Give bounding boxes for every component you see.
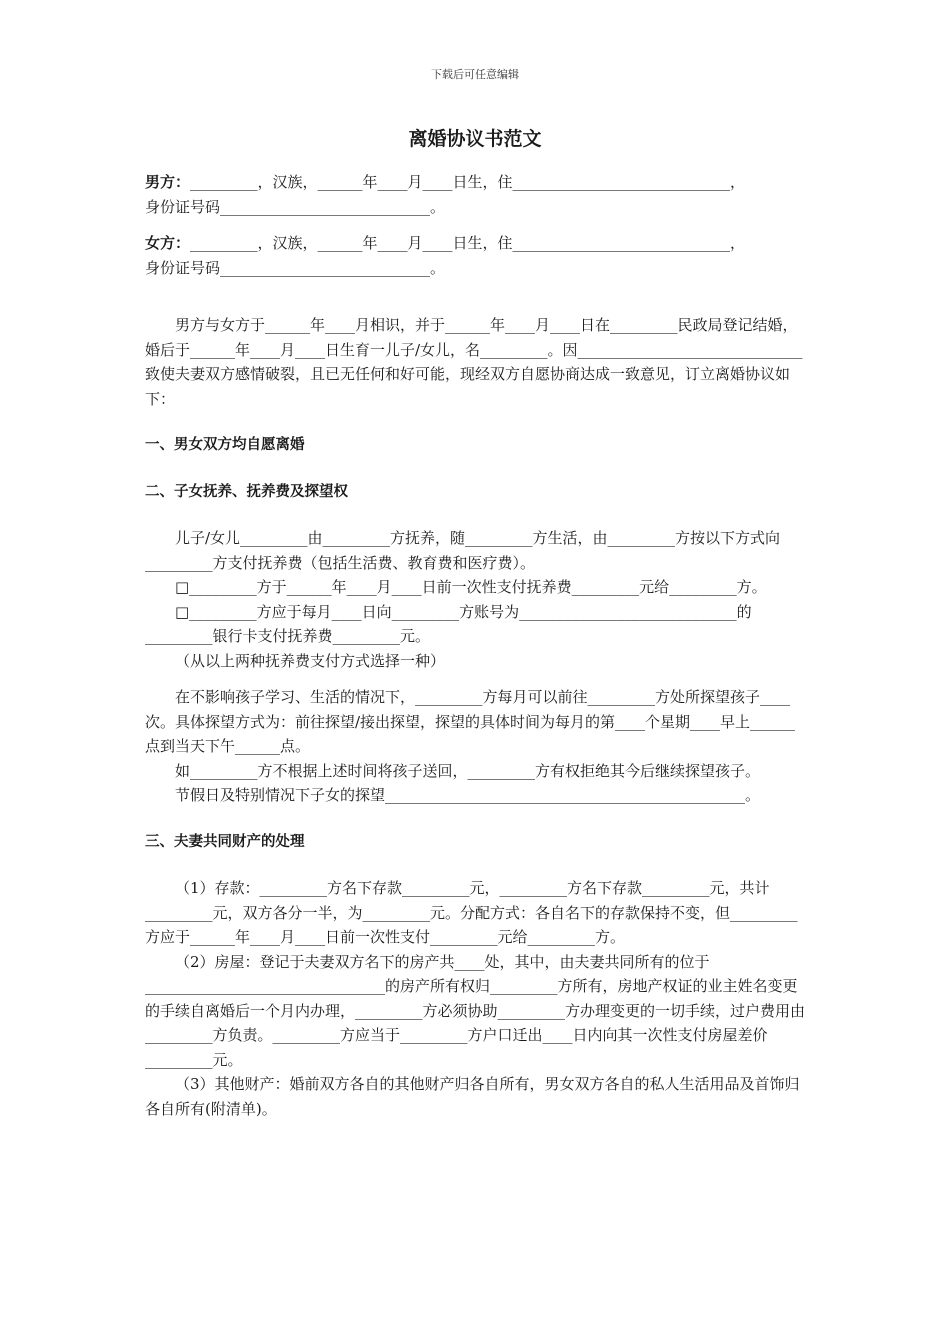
female-label: 女方： xyxy=(145,234,191,252)
monthly-option: □_________方应于每月____日向_________方账号为_____________________________的_________银行卡支付抚养费_________元。 xyxy=(145,602,752,645)
male-id-line: 身份证号码____________________________。 xyxy=(145,197,446,216)
lump-sum-option: □_________方于______年____月____日前一次性支付抚养费_________元给_________方。 xyxy=(175,578,767,596)
male-party-line xyxy=(145,170,810,195)
section-3-heading: 三、夫妻共同财产的处理 xyxy=(145,833,305,850)
section-1-heading: 一、男女双方均自愿离婚 xyxy=(145,437,305,453)
document-body xyxy=(145,170,810,1121)
male-details: _________，汉族，______年____月____日生，住_____________________________， xyxy=(190,173,746,191)
section-2-heading: 二、子女抚养、抚养费及探望权 xyxy=(145,483,348,500)
payment-choice-note: （从以上两种抚养费支付方式选择一种） xyxy=(175,651,446,670)
female-id-line: 身份证号码____________________________。 xyxy=(145,258,446,277)
female-details: _________，汉族，______年____月____日生，住_____________________________， xyxy=(190,234,746,252)
custody-paragraph: 儿子/女儿_________由_________方抚养，随_________方生活，由_________方按以下方式向_________方支付抚养费（包括生活费、教育费和医疗费）。 xyxy=(145,529,781,572)
other-property-paragraph: （3）其他财产：婚前双方各自的其他财产归各自所有，男女双方各自的私人生活用品及首饰归各自所有(附清单)。 xyxy=(145,1075,800,1118)
document-title: 离婚协议书范文 xyxy=(408,128,542,150)
male-label: 男方： xyxy=(145,173,191,191)
header-note: 下载后可任意编辑 xyxy=(431,68,519,81)
holiday-visitation-paragraph: 节假日及特别情况下子女的探望________________________________________________。 xyxy=(175,786,761,804)
visitation-refusal-paragraph: 如_________方不根据上述时间将孩子送回，_________方有权拒绝其今后继续探望孩子。 xyxy=(175,761,761,780)
female-party-line xyxy=(145,231,810,256)
deposits-paragraph: （1）存款：_________方名下存款_________元，_________方名下存款_________元，共计_________元，双方各分一半，为_________元。分配方式：各自名下的存款保持不变，但_________方应于______年____月____日前一次性支付_________元给_________方。 xyxy=(145,879,798,946)
housing-paragraph: （2）房屋：登记于夫妻双方名下的房产共____处，其中，由夫妻共同所有的位于________________________________的房产所有权归_________方所有，房地产权证的业主姓名变更的手续自离婚后一个月内办理，_________方必须协助_________方办理变更的一切手续，过户费用由_________方负责。_________方应当于_________方户口迁出____日内向其一次性支付房屋差价_________元。 xyxy=(145,952,806,1069)
visitation-paragraph: 在不影响孩子学习、生活的情况下，_________方每月可以前往_________方处所探望孩子____次。具体探望方式为：前往探望/接出探望，探望的具体时间为每月的第____个星期____早上______点到当天下午______点。 xyxy=(145,688,796,755)
intro-paragraph: 男方与女方于______年____月相识，并于______年____月____日在_________民政局登记结婚，婚后于______年____月____日生育一儿子/女儿，名_________。因______________________________致使夫妻双方感情破裂，且已无任何和好可能，现经双方自愿协商达成一致意见，订立离婚协议如下： xyxy=(145,316,803,408)
